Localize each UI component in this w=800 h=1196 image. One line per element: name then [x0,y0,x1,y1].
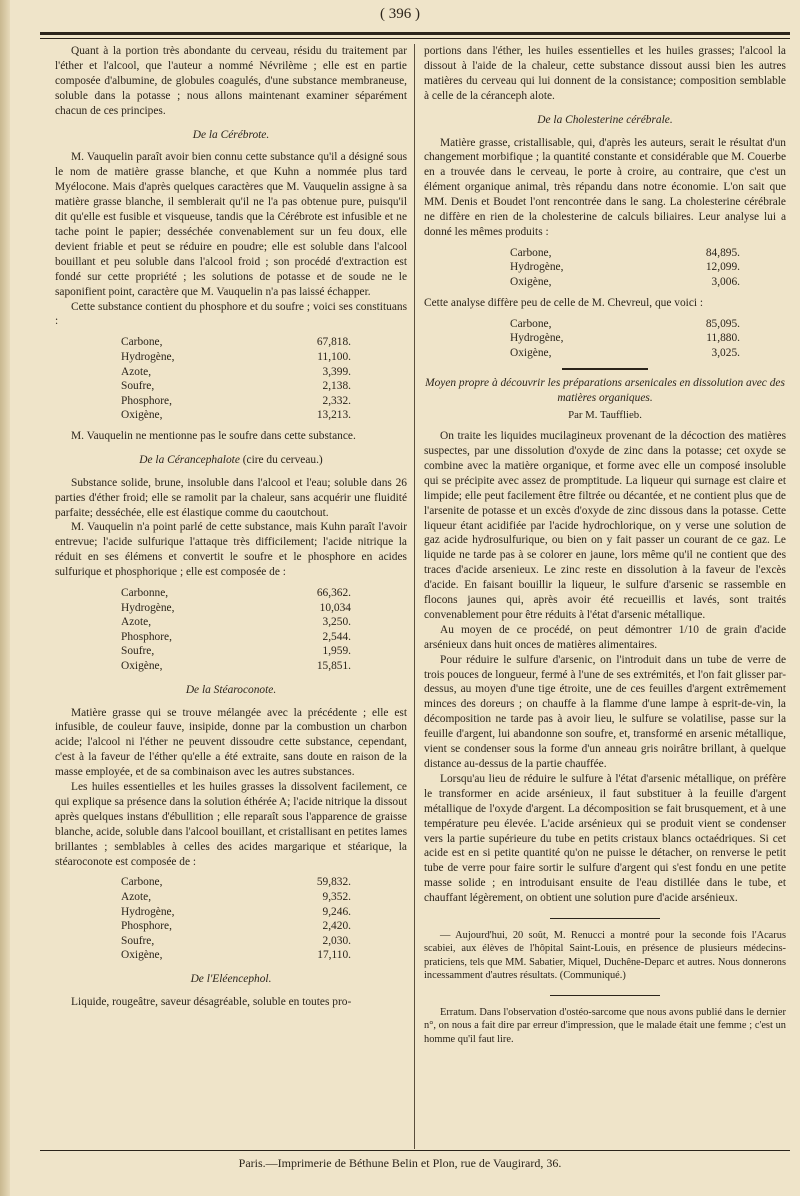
composition-row [510,346,740,361]
element-value: 3,025. [711,346,740,359]
element-value: 85,095. [705,317,740,330]
element-name: Oxigène, [121,409,163,422]
composition-row [510,275,740,290]
element-name: Carbone, [510,246,552,259]
method-paragraph-1: On traite les liquides mucilagineux provenant de la décoction des matières suspectes, par une dissolution d'oxyde de zinc dans la potasse; cet oxyde se combine avec la matière organique, et forme avec elle un composé insoluble qui se précipite avec assez de promptitude. La liqueur qui surnage est claire et limpide; elle peut facilement être filtrée ou décantée, et ne contient plus que de l'arsenite de potasse et un excès d'oxyde de zinc dissous dans la potasse. Cette liqueur étant acidifiée par l'acide hydrochlorique, on y verse une solution de gaz acide hydrosulfurique, ou bien on y fait passer un courant de ce gaz. Le liquide ne tarde pas à se colorer en jaune, lors même qu'il ne contient que des traces d'acide arsenieux. Le zinc reste en dissolution à la faveur de l'excès d'acide. En faisant bouillir la liqueur, le sulfure d'arsenic se rassemble en flocons jaunes qui, après avoir été recueillis et lavés, sont traités convenablement pour être réduits à l'état d'arsenic métallique. [424,430,786,621]
element-name: Carbone, [121,876,163,889]
continuation-paragraph: portions dans l'éther, les huiles essentielles et les huiles grasses; l'alcool la dissout à l'aide de la chaleur, cette substance dissout aussi bien les autres matières du cerveau qui lui donnent de la consistance; composition semblable à celle de la céranceph alote. [424,45,786,102]
cerancephalote-paragraph-2: M. Vauquelin n'a point parlé de cette substance, mais Kuhn paraît l'avoir entrevue; l'acide sulfurique l'attaque très difficilement; l'acide nitrique la réduit en ses élémens et convertit le soufre et le phosphore en acides sulfurique et phosphorique ; elle est composée de : [55,521,407,579]
heading-cholesterine: De la Cholesterine cérébrale. [537,113,673,126]
composition-row [121,934,351,949]
element-name: Phosphore, [121,920,172,933]
element-value: 2,030. [322,934,351,947]
section-separator [562,368,648,370]
column-divider [414,44,415,1149]
element-name: Hydrogène, [121,601,175,614]
book-binding-edge [0,0,10,1196]
composition-row [121,394,351,409]
element-value: 2,420. [322,920,351,933]
element-value: 3,006. [711,276,740,289]
composition-row [121,350,351,365]
element-value: 9,246. [322,905,351,918]
composition-row [510,331,740,346]
heading-cerebrote: De la Cérébrote. [192,128,270,141]
element-value: 10,034 [319,601,351,614]
element-name: Carbone, [121,336,163,349]
right-column [424,44,786,1046]
composition-row [121,379,351,394]
element-name: Soufre, [121,380,155,393]
news-separator [550,918,660,919]
method-paragraph-4: Lorsqu'au lieu de réduire le sulfure à l'état d'arsenic métallique, on préfère le transformer en acide arsénieux, il faut substituer à la feuille d'argent métallique de l'oxyde d'argent. La décomposition se fait brusquement, et à une température peu élevée. L'acide arsénieux qui se produit vient se condenser vers la partie supérieure du tube en petits cristaux blancs octaédriques. Si cet acide est en si petite quantité qu'on ne puisse le détacher, on renverse le petit tube de verre pour faire sortir le sulfure d'argent qui s'est fondu en une petite masse solide ; en introduisant ensuite de l'eau distillée dans le tube, et chauffant légèrement, on obtient une solution pure d'acide arsénieux. [424,772,786,905]
method-paragraph-3: Pour réduire le sulfure d'arsenic, on l'introduit dans un tube de verre de trois pouces de longueur, fermé à l'une de ses extrémités, et l'on fait glisser par-dessus, au moyen d'une tige étroite, une de ces feuilles d'argent extrêmement minces des doreurs ; on chauffe à la flamme d'une lampe à esprit-de-vin, la décomposition ne tarde pas à avoir lieu, le sulfure se volatilise, passe sur la feuille d'argent, lui abandonne son soufre, et, transformé en arsenic métallique, vient se condenser sous la forme d'un anneau gris noirâtre brillant, à quelque distance au-dessus de la partie chauffée. [424,653,786,770]
composition-row [121,644,351,659]
article-title: Moyen propre à découvrir les préparations arsenicales en dissolution avec des matières organiques. [425,377,785,405]
element-value: 3,399. [322,365,351,378]
cholesterine-paragraph: Matière grasse, cristallisable, qui, d'après les auteurs, serait le résultat d'un changement morbifique ; la quantité constante et considérable que M. Couerbe en a trouvée dans le cerveau, le porte à croire, au contraire, que c'est un élément organique animal, très répandu dans notre économie. L'on sait que MM. Denis et Boudet l'ont rencontrée dans le sang. La cholesterine cérébrale ne diffère en rien de la cholesterine de calculs biliaires. Leur analyse lui a donné les mêmes produits : [424,136,786,238]
composition-table-cerebrote [121,335,351,423]
chevreul-sentence: Cette analyse diffère peu de celle de M. Chevreul, que voici : [424,296,704,309]
heading-cerancephalote-name: De la Cérancephalote [139,453,240,466]
stearoconote-paragraph-2: Les huiles essentielles et les huiles grasses la dissolvent facilement, ce qui explique sa présence dans la solution éthérée A; l'acide nitrique la dissout après quelques instans d'ébullition ; elle reparaît sous l'apparence de graisse blanche, acide, soluble dans l'alcool bouillant, et cristallisant en petites lames brillantes ; semblables à celles des acides margarique et stéarique, la stéaroconote est composée de : [55,781,407,868]
footer-rule [40,1150,790,1151]
composition-table-cholesterine [510,246,740,290]
cerancephalote-paragraph: Substance solide, brune, insoluble dans l'alcool et l'eau; soluble dans 26 parties d'éther froid; elle se ramolit par la chaleur, sans acquérir une fluidité parfaite; desséchée, elle est élastique comme du caoutchout. [55,476,407,519]
element-name: Soufre, [121,645,155,658]
element-value: 59,832. [316,876,351,889]
stearoconote-paragraph: Matière grasse qui se trouve mélangée avec la précédente ; elle est infusible, de couleur fauve, insipide, donne par la combustion un charbon acide; l'alcool ni l'éther ne peuvent dissoudre cette substance, cependant, c'est à la faveur de l'éther qu'elle a été extraite, sans doute en raison de la masse employée, et de sa combinaison avec les autres substances. [55,706,407,779]
element-name: Carbone, [510,317,552,330]
composition-row [121,335,351,350]
cerebrote-paragraph: M. Vauquelin paraît avoir bien connu cette substance qu'il a désigné sous le nom de matière grasse blanche, et que Kuhn a nommée plus tard Myélocone. Mais d'après quelques caractères que M. Vauquelin assigne à sa matière grasse blanche, il semblerait qu'il ne l'a pas obtenue pure, puisqu'il dit qu'elle est fusible et visqueuse, tandis que la Cérébrote est infusible et ne tache point le papier; desséchée convenablement sur un feu doux, elle devient friable et peut se réduire en poudre; elle est soluble dans l'alcool bouillant et peu soluble dans l'alcool froid ; son procédé d'extraction est fondé sur cette propriété ; les solutions de potasse et de soude ne le saponifient point, caractère que M. Vauquelin n'a pas laissé échapper. [55,151,407,298]
composition-row [121,601,351,616]
heading-stearoconote: De la Stéaroconote. [185,683,277,696]
composition-table-cerancephalote [121,586,351,674]
element-value: 2,138. [322,380,351,393]
element-name: Hydrogène, [121,905,175,918]
composition-row [510,260,740,275]
element-value: 84,895. [705,246,740,259]
element-name: Azote, [121,616,152,629]
header-rule-thick [40,32,790,35]
eleencephol-paragraph: Liquide, rougeâtre, saveur désagréable, soluble en toutes pro- [71,995,352,1008]
element-value: 2,332. [322,394,351,407]
heading-eleencephol: De l'Eléencephol. [190,973,272,986]
page-number: ( 396 ) [380,6,420,22]
element-value: 67,818. [316,336,351,349]
heading-cerancephalote [55,453,407,468]
erratum-separator [550,995,660,996]
composition-table-chevreul [510,317,740,361]
element-name: Hydrogène, [121,350,175,363]
element-value: 13,213. [316,409,351,422]
composition-row [121,919,351,934]
element-value: 66,362. [316,587,351,600]
erratum-paragraph: Erratum. Dans l'observation d'ostéo-sarcome que nous avons publié dans le dernier n°, on nous a fait dire par erreur d'impression, que le malade était une femme ; c'est un homme qu'il faut lire. [424,1006,786,1045]
article-author: Par M. Taufflieb. [568,409,642,422]
left-column [55,44,407,1010]
element-value: 1,959. [322,645,351,658]
composition-row [121,875,351,890]
composition-table-stearoconote [121,875,351,963]
header-rule-thin [40,38,790,39]
element-name: Soufre, [121,934,155,947]
element-value: 15,851. [316,660,351,672]
composition-row [510,246,740,261]
element-name: Phosphore, [121,394,172,407]
method-paragraph-2: Au moyen de ce procédé, on peut démontrer 1/10 de grain d'acide arsénieux dans huit onces de matières alimentaires. [424,623,786,651]
composition-row [121,586,351,601]
heading-cerancephalote-gloss: (cire du cerveau.) [239,453,323,466]
composition-row [121,365,351,380]
news-paragraph: — Aujourd'hui, 20 soût, M. Renucci a montré pour la seconde fois l'Acarus scabiei, aux élèves de l'hôpital Saint-Louis, en présence de plusieurs médecins-praticiens, tels que MM. Sabatier, Miquel, Duchêne-Deparc et autres. Nous donnerons incessamment d'autres résultats. (Communiqué.) [424,930,786,982]
composition-row [121,890,351,905]
composition-row [121,905,351,920]
element-name: Phosphore, [121,630,172,643]
element-value: 11,100. [317,350,351,363]
element-name: Hydrogène, [510,332,564,345]
composition-row [121,630,351,645]
printer-imprint: Paris.—Imprimerie de Béthune Belin et Plon, rue de Vaugirard, 36. [238,1156,562,1170]
composition-row [121,659,351,674]
vauquelin-note: M. Vauquelin ne mentionne pas le soufre dans cette substance. [71,429,356,442]
composition-row [121,615,351,630]
element-name: Azote, [121,365,152,378]
element-value: 12,099. [705,261,740,274]
element-value: 17,110. [317,949,351,962]
intro-paragraph: Quant à la portion très abondante du cerveau, résidu du traitement par l'éther et l'alcool, que l'auteur a nommé Névrilème ; elle est en partie composée d'albumine, de globules coagulés, d'une substance membraneuse, soluble dans la potasse ; nous allons maintenant examiner séparément chacun de ces principes. [55,45,407,117]
element-value: 2,544. [322,630,351,643]
element-name: Oxigène, [510,346,552,359]
composition-row [121,408,351,423]
composition-row [510,317,740,332]
element-name: Oxigène, [121,660,163,672]
element-name: Carbonne, [121,587,169,600]
element-name: Oxigène, [510,276,552,289]
element-value: 11,880. [706,332,740,345]
element-value: 9,352. [322,891,351,904]
element-name: Azote, [121,891,152,904]
element-name: Hydrogène, [510,261,564,274]
element-value: 3,250. [322,616,351,629]
element-name: Oxigène, [121,949,163,962]
cerebrote-paragraph-2: Cette substance contient du phosphore et du soufre ; voici ses constituans : [55,300,407,328]
composition-row [121,948,351,963]
